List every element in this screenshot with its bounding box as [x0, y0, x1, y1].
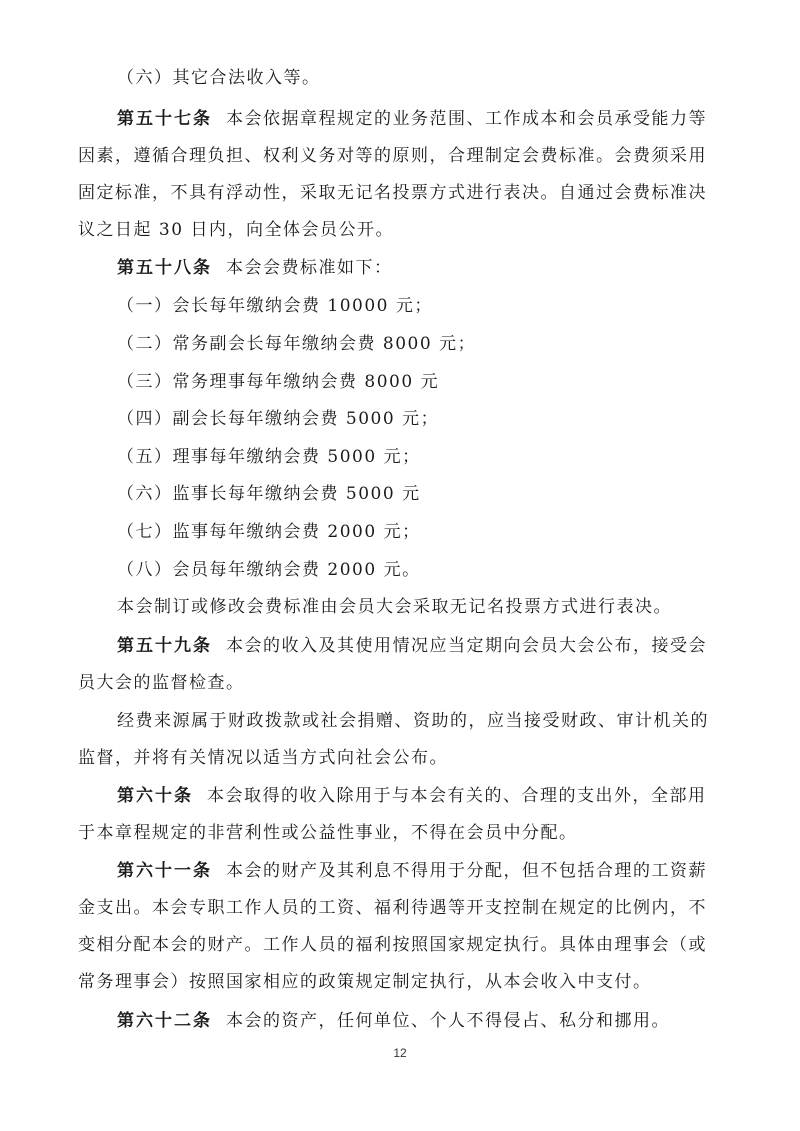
article-61: 第六十一条 本会的财产及其利息不得用于分配，但不包括合理的工资薪 — [117, 861, 707, 881]
article-61-line3: 变相分配本会的财产。工作人员的福利按照国家规定执行。具体由理事会（或 — [78, 935, 707, 955]
article-label: 第六十条 — [117, 786, 193, 806]
article-57-line2: 因素，遵循合理负担、权利义务对等的原则，合理制定会费标准。会费须采用 — [78, 146, 707, 166]
page-number: 12 — [393, 1046, 407, 1060]
article-label: 第五十八条 — [117, 258, 212, 278]
fee-item: （四）副会长每年缴纳会费 5000 元； — [117, 409, 440, 429]
fee-item: （一）会长每年缴纳会费 10000 元； — [117, 296, 433, 316]
vote-note: 本会制订或修改会费标准由会员大会采取无记名投票方式进行表决。 — [117, 597, 672, 617]
article-label: 第五十九条 — [117, 636, 212, 656]
paragraph-other-income: （六）其它合法收入等。 — [117, 68, 321, 88]
fee-item: （二）常务副会长每年缴纳会费 8000 元； — [117, 334, 477, 354]
fee-item: （五）理事每年缴纳会费 5000 元； — [117, 447, 421, 467]
article-57-line3: 固定标准，不具有浮动性，采取无记名投票方式进行表决。自通过会费标准决 — [78, 183, 707, 203]
article-57: 第五十七条 本会依据章程规定的业务范围、工作成本和会员承受能力等 — [117, 109, 707, 129]
fee-item: （七）监事每年缴纳会费 2000 元； — [117, 522, 421, 542]
fee-item: （三）常务理事每年缴纳会费 8000 元 — [117, 372, 440, 392]
article-59-line2: 员大会的监督检查。 — [78, 673, 245, 693]
article-57-line4: 议之日起 30 日内，向全体会员公开。 — [78, 220, 394, 240]
article-61-line4: 常务理事会）按照国家相应的政策规定制定执行，从本会收入中支付。 — [78, 972, 652, 992]
fee-item: （八）会员每年缴纳会费 2000 元。 — [117, 560, 421, 580]
article-label: 第五十七条 — [117, 109, 212, 129]
article-61-line2: 金支出。本会专职工作人员的工资、福利待遇等开支控制在规定的比例内，不 — [78, 898, 707, 918]
article-60-line2: 于本章程规定的非营利性或公益性事业，不得在会员中分配。 — [78, 823, 578, 843]
article-label: 第六十二条 — [117, 1011, 212, 1031]
funding-paragraph: 经费来源属于财政拨款或社会捐赠、资助的，应当接受财政、审计机关的 — [117, 711, 709, 731]
article-60: 第六十条 本会取得的收入除用于与本会有关的、合理的支出外，全部用 — [117, 786, 707, 806]
funding-paragraph-line2: 监督，并将有关情况以适当方式向社会公布。 — [78, 748, 448, 768]
article-59: 第五十九条 本会的收入及其使用情况应当定期向会员大会公布，接受会 — [117, 636, 707, 656]
article-62: 第六十二条 本会的资产，任何单位、个人不得侵占、私分和挪用。 — [117, 1011, 670, 1031]
article-58: 第五十八条 本会会费标准如下： — [117, 258, 393, 278]
article-label: 第六十一条 — [117, 861, 212, 881]
fee-item: （六）监事长每年缴纳会费 5000 元 — [117, 484, 421, 504]
